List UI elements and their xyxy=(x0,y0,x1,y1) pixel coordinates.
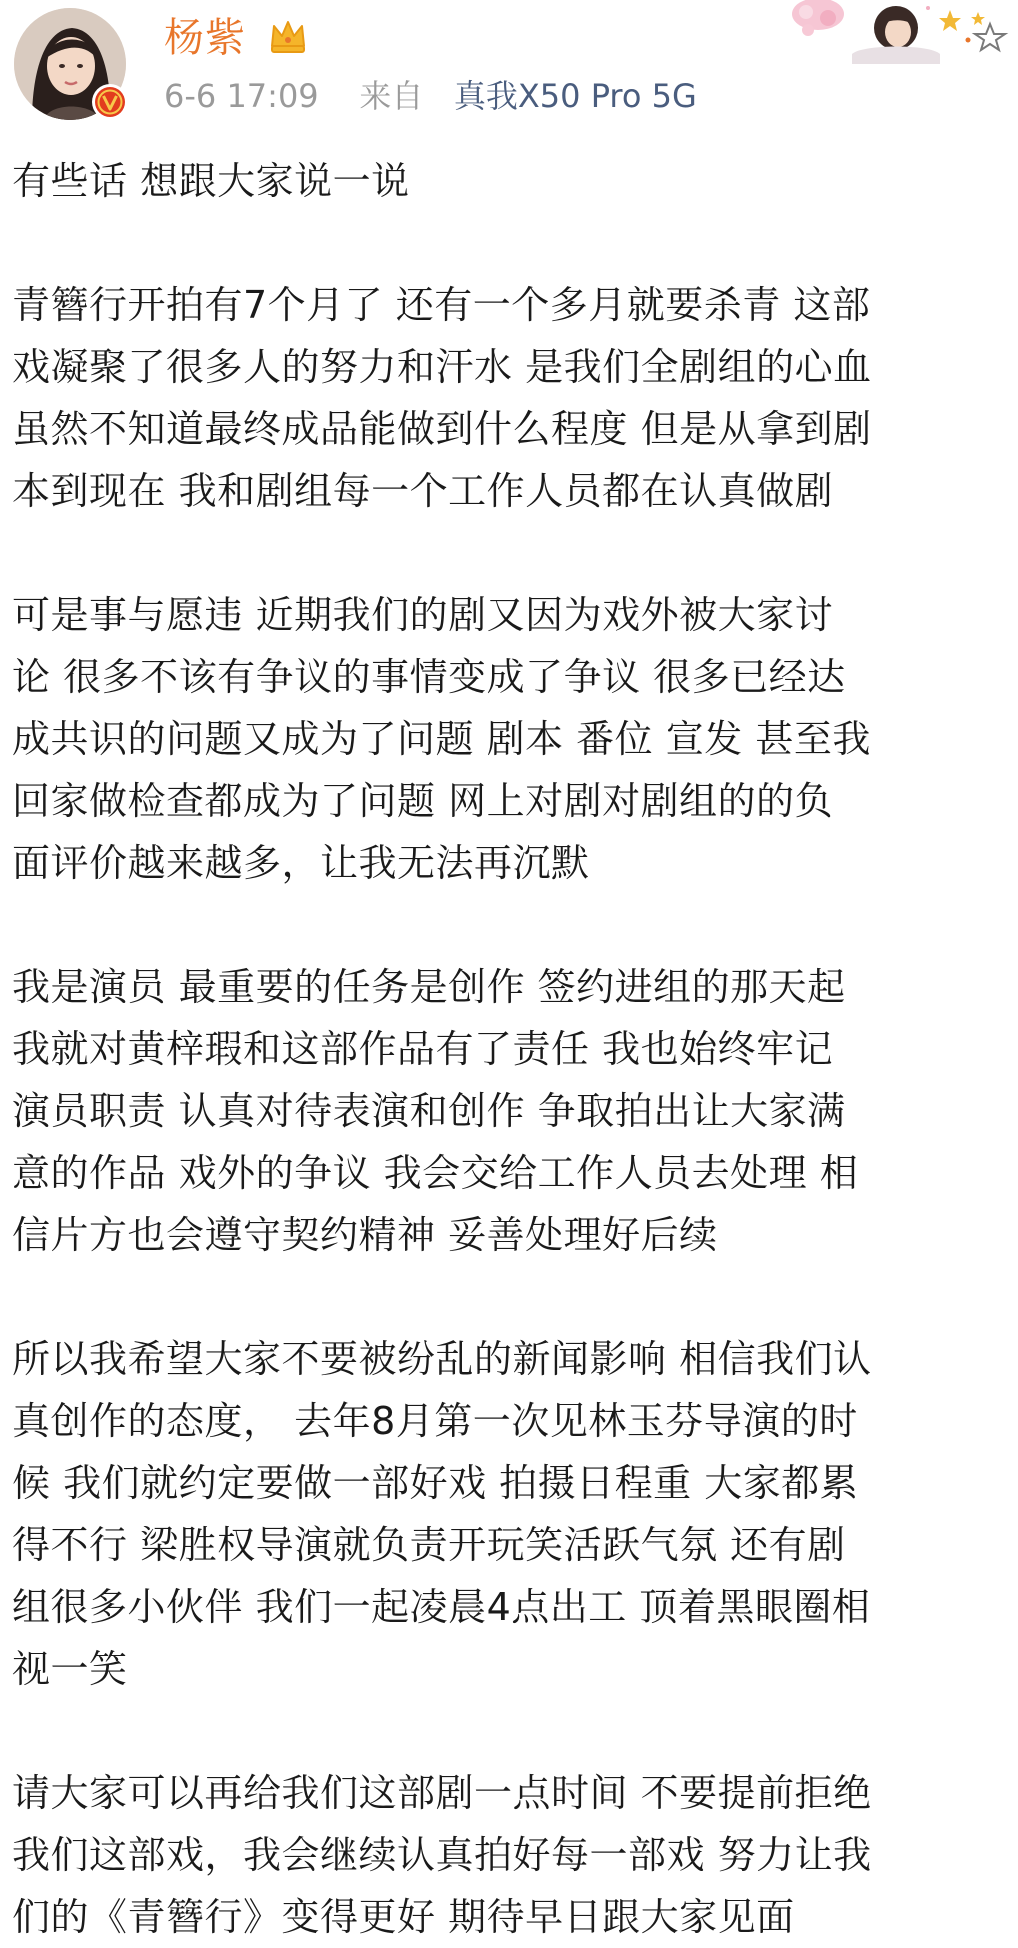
text-line: 回家做检查都成为了问题 网上对剧对剧组的的负 xyxy=(12,779,834,823)
source-prefix: 来自 xyxy=(359,77,424,115)
paragraph-1 xyxy=(12,150,1012,212)
text-line: 论 很多不该有争议的事情变成了争议 很多已经达 xyxy=(12,655,846,699)
text-line: 得不行 梁胜权导演就负责开玩笑活跃气氛 还有剧 xyxy=(12,1523,846,1567)
text-line: 们的《青簪行》变得更好 期待早日跟大家见面 xyxy=(12,1895,795,1939)
post-header xyxy=(0,0,1018,140)
text-line: 有些话 想跟大家说一说 xyxy=(12,159,410,203)
paragraph-3 xyxy=(12,584,1012,894)
text-line: 候 我们就约定要做一部好戏 拍摄日程重 大家都累 xyxy=(12,1461,859,1505)
paragraph-2 xyxy=(12,274,1012,522)
text-line: 戏凝聚了很多人的努力和汗水 是我们全剧组的心血 xyxy=(12,345,872,389)
text-line: 我们这部戏，我会继续认真拍好每一部戏 努力让我 xyxy=(12,1833,872,1877)
text-line: 我就对黄梓瑕和这部作品有了责任 我也始终牢记 xyxy=(12,1027,834,1071)
text-line: 面评价越来越多，让我无法再沉默 xyxy=(12,841,590,885)
author-name[interactable]: 杨紫 xyxy=(164,15,246,61)
text-line: 所以我希望大家不要被纷乱的新闻影响 相信我们认 xyxy=(12,1337,872,1381)
post-timestamp: 6-6 17:09 xyxy=(164,77,319,115)
text-line: 本到现在 我和剧组每一个工作人员都在认真做剧 xyxy=(12,469,834,513)
paragraph-5 xyxy=(12,1328,1012,1700)
text-line: 虽然不知道最终成品能做到什么程度 但是从拿到剧 xyxy=(12,407,872,451)
crown-icon xyxy=(266,14,310,58)
text-line: 组很多小伙伴 我们一起凌晨4点出工 顶着黑眼圈相 xyxy=(12,1585,871,1629)
text-line: 我是演员 最重要的任务是创作 签约进组的那天起 xyxy=(12,965,846,1009)
decorative-sticker xyxy=(778,0,1018,64)
text-line: 可是事与愿违 近期我们的剧又因为戏外被大家讨 xyxy=(12,593,834,637)
text-line: 成共识的问题又成为了问题 剧本 番位 宣发 甚至我 xyxy=(12,717,871,761)
verified-v-icon xyxy=(90,82,130,122)
text-line: 信片方也会遵守契约精神 妥善处理好后续 xyxy=(12,1213,718,1257)
paragraph-4 xyxy=(12,956,1012,1266)
post-body xyxy=(12,150,1012,1948)
text-line: 青簪行开拍有7个月了 还有一个多月就要杀青 这部 xyxy=(12,283,871,327)
text-line: 请大家可以再给我们这部剧一点时间 不要提前拒绝 xyxy=(12,1771,872,1815)
text-line: 视一笑 xyxy=(12,1647,128,1691)
paragraph-6 xyxy=(12,1762,1012,1948)
text-line: 真创作的态度， 去年8月第一次见林玉芬导演的时 xyxy=(12,1399,858,1443)
source-device[interactable]: 真我X50 Pro 5G xyxy=(453,77,697,115)
text-line: 演员职责 认真对待表演和创作 争取拍出让大家满 xyxy=(12,1089,846,1133)
post-meta xyxy=(164,74,697,118)
text-line: 意的作品 戏外的争议 我会交给工作人员去处理 相 xyxy=(12,1151,859,1195)
